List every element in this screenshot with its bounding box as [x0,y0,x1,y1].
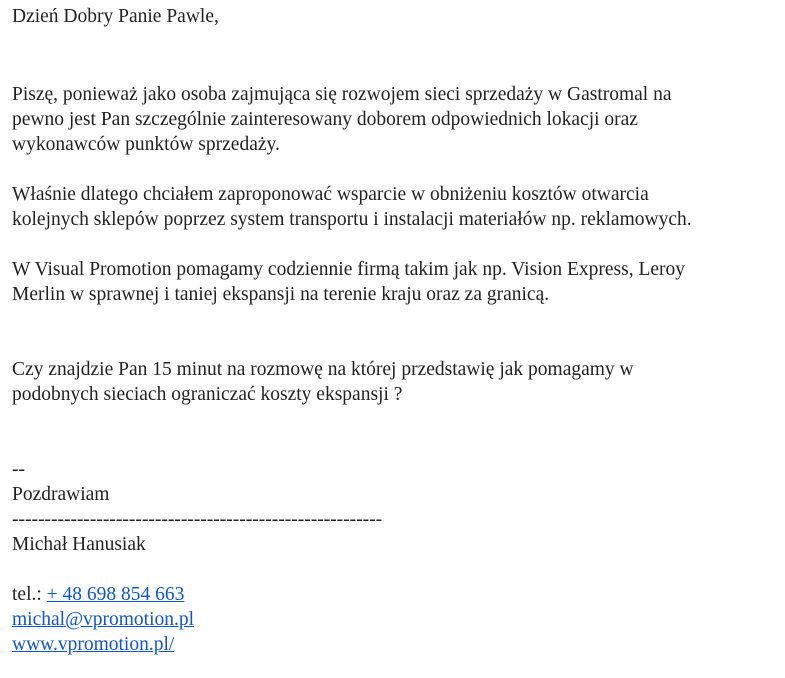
signature-name: Michał Hanusiak [12,534,146,555]
paragraph-line: Merlin w sprawnej i taniej ekspansji na terenie kraju oraz za granicą. [12,284,550,305]
phone-label: tel.: [12,584,47,605]
greeting: Dzień Dobry Panie Pawle, [12,6,219,27]
phone-line [12,582,772,607]
website-link[interactable]: www.vpromotion.pl/ [12,634,175,655]
paragraph-line: Czy znajdzie Pan 15 minut na rozmowę na której przedstawię jak pomagamy w [12,359,634,380]
paragraph-line: wykonawców punktów sprzedaży. [12,134,280,155]
paragraph-line: Właśnie dlatego chciałem zaproponować wsparcie w obniżeniu kosztów otwarcia [12,184,649,205]
email-link[interactable]: michal@vpromotion.pl [12,609,195,630]
signature-closing: Pozdrawiam [12,484,110,505]
website-line [12,632,772,657]
paragraph-line: W Visual Promotion pomagamy codziennie firmą takim jak np. Vision Express, Leroy [12,259,685,280]
paragraph-line: Piszę, ponieważ jako osoba zajmująca się rozwojem sieci sprzedaży w Gastromal na [12,84,672,105]
paragraph-line: podobnych sieciach ograniczać koszty ekspansji ? [12,384,403,405]
paragraph-4 [12,357,772,407]
signature-dash: -- [12,459,25,480]
email-line [12,607,772,632]
signature-block [12,457,772,657]
paragraph-2 [12,182,772,232]
email-body [0,4,772,657]
phone-link[interactable]: + 48 698 854 663 [46,584,185,605]
paragraph-1 [12,82,772,157]
paragraph-line: kolejnych sklepów poprzez system transportu i instalacji materiałów np. reklamowych. [12,209,692,230]
paragraph-line: pewno jest Pan szczególnie zainteresowany doborem odpowiednich lokacji oraz [12,109,638,130]
paragraph-3 [12,257,772,307]
signature-separator: --------------------------------------------------------- [12,509,383,530]
